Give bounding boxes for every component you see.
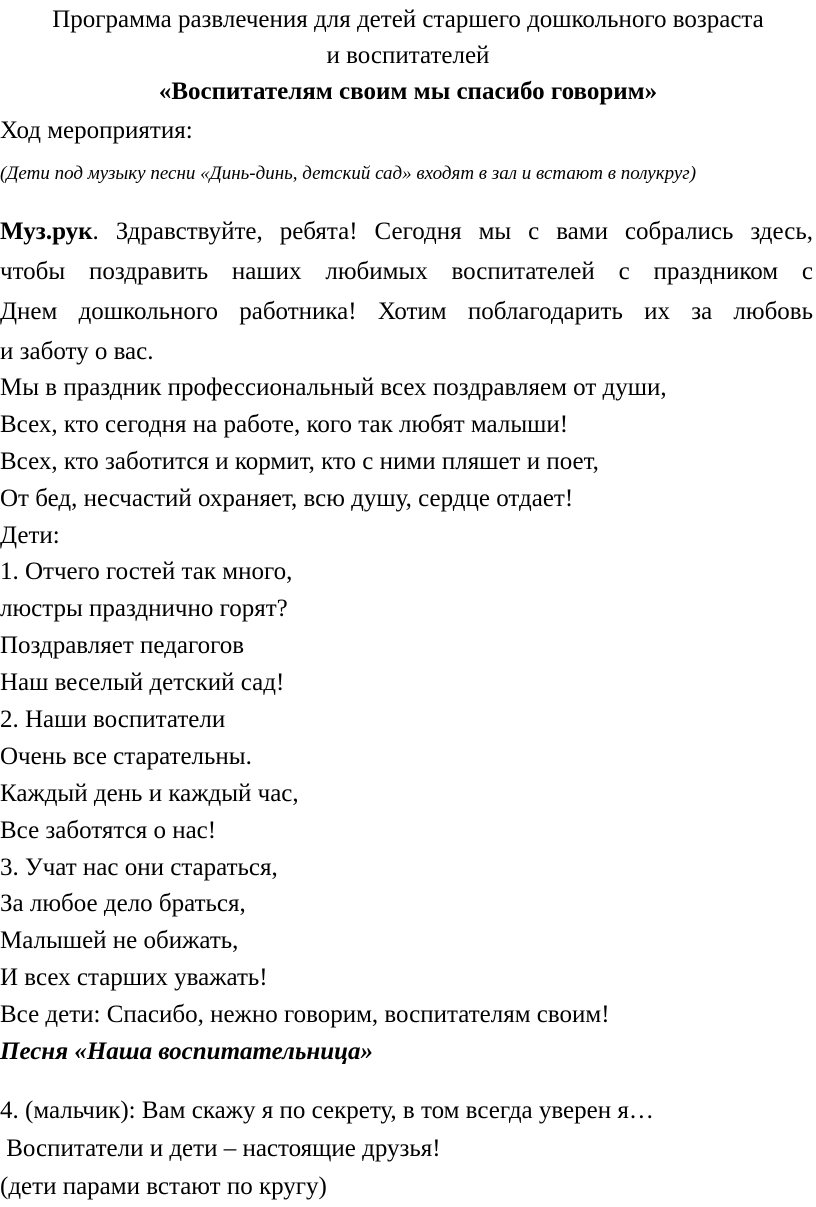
title-line-1: Программа развлечения для детей старшего дошкольного возраста bbox=[52, 6, 764, 33]
poem-line: Всех, кто заботится и кормит, кто с ними пляшет и поет, bbox=[0, 447, 599, 475]
poem-line: Всех, кто сегодня на работе, кого так любят малыши! bbox=[0, 410, 569, 438]
title-line-2: и воспитателей bbox=[326, 42, 490, 69]
poem-line: Все заботятся о нас! bbox=[0, 816, 217, 844]
poem-line: люстры празднично горят? bbox=[0, 595, 288, 623]
poem-line: Наш веселый детский сад! bbox=[0, 669, 285, 697]
poem-line: И всех старших уважать! bbox=[0, 964, 268, 992]
speech-line: Днем дошкольного работника! Хотим поблагодарить их за любовь bbox=[0, 298, 813, 325]
stage-direction: (Дети под музыку песни «Динь-динь, детский сад» входят в зал и встают в полукруг) bbox=[0, 163, 697, 184]
speech-line: чтобы поздравить наших любимых воспитателей с праздником с bbox=[0, 258, 813, 285]
speech-paragraph bbox=[0, 212, 813, 372]
poem-line: 3. Учат нас они стараться, bbox=[0, 853, 278, 881]
song-title: Песня «Наша воспитательница» bbox=[0, 1038, 374, 1066]
speech-text: . Здравствуйте, ребята! Сегодня мы с вами собрались здесь, bbox=[92, 218, 813, 245]
speech-line: и заботу о вас. bbox=[0, 338, 154, 365]
poem-line: Очень все старательны. bbox=[0, 742, 252, 770]
speech-line bbox=[0, 212, 813, 252]
poem-line: 2. Наши воспитатели bbox=[0, 706, 226, 734]
document-subtitle: «Воспитателям своим мы спасибо говорим» bbox=[158, 78, 658, 105]
closing-block bbox=[0, 1092, 654, 1206]
closing-line: Воспитатели и дети – настоящие друзья! bbox=[0, 1135, 441, 1162]
poem-line: За любое дело браться, bbox=[0, 890, 246, 918]
closing-line: (дети парами встают по кругу) bbox=[0, 1173, 327, 1200]
poem-line: 1. Отчего гостей так много, bbox=[0, 558, 293, 586]
section-heading: Ход мероприятия: bbox=[0, 117, 193, 144]
closing-line: 4. (мальчик): Вам скажу я по секрету, в том всегда уверен я… bbox=[0, 1097, 654, 1124]
poem-line: Поздравляет педагогов bbox=[0, 632, 245, 660]
poem-block bbox=[0, 370, 667, 1071]
speaker-label: Муз.рук bbox=[0, 218, 93, 245]
poem-line: Дети: bbox=[0, 521, 60, 549]
poem-line: Малышей не обижать, bbox=[0, 927, 239, 955]
poem-line: От бед, несчастий охраняет, всю душу, сердце отдает! bbox=[0, 484, 574, 512]
poem-line: Каждый день и каждый час, bbox=[0, 779, 299, 807]
poem-line: Мы в праздник профессиональный всех поздравляем от души, bbox=[0, 374, 667, 401]
poem-line: Все дети: Спасибо, нежно говорим, воспитателям своим! bbox=[0, 1001, 610, 1029]
